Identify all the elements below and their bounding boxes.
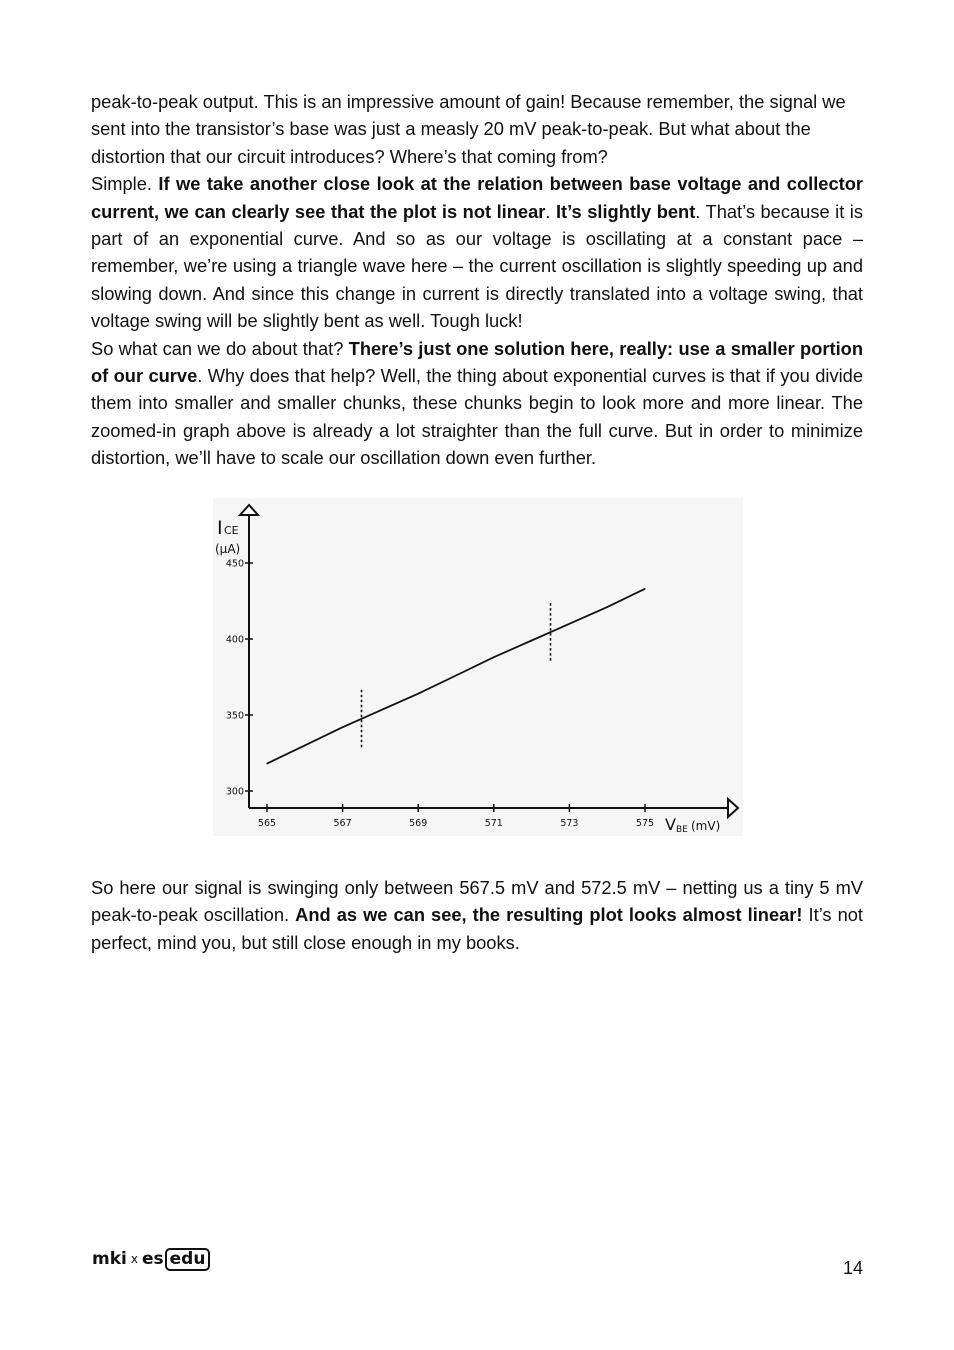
data-point — [569, 623, 570, 624]
page-number: 14 — [842, 1258, 863, 1278]
y-tick-label: 400 — [225, 634, 244, 646]
p4-text: So here our signal is swinging only between 567.5 mV and 572.5 mV – netting us a tiny 5 mV peak-to-peak oscillation. — [91, 877, 863, 926]
p2-text: Simple. — [91, 173, 159, 195]
p3-bold: There’s just one solution here, really: use a smaller portion of our curve — [91, 337, 863, 387]
axis-labels — [215, 517, 720, 835]
data-point — [531, 640, 532, 641]
data-point — [342, 727, 343, 728]
y-axis-label-sub: CE — [224, 524, 239, 537]
data-point — [455, 675, 456, 676]
logo-x: x — [130, 1252, 138, 1266]
logo-es: es — [141, 1249, 164, 1269]
x-tick-label: 567 — [333, 818, 352, 829]
tick-marks — [245, 563, 645, 812]
data-point — [607, 606, 608, 607]
data-point — [304, 745, 305, 746]
paragraph-4 — [91, 874, 863, 956]
x-tick-label: 565 — [257, 818, 277, 829]
axes — [240, 505, 738, 817]
y-tick-label: 450 — [225, 558, 244, 570]
intro-text — [91, 88, 863, 472]
paragraph-2 — [91, 170, 863, 334]
chart-figure — [213, 498, 743, 836]
p2-text-b: . — [545, 200, 556, 222]
ice-vs-vbe-chart — [213, 498, 743, 836]
data-point — [493, 657, 494, 658]
footer-logo — [92, 1246, 210, 1272]
x-tick-label: 571 — [484, 818, 503, 829]
p4-text-b: It’s not perfect, mind you, but still close enough in my books. — [91, 904, 864, 953]
data-line — [267, 589, 645, 764]
data-point — [266, 763, 267, 764]
series — [266, 588, 645, 764]
data-point — [380, 710, 381, 711]
y-tick-label: 300 — [225, 786, 244, 798]
paragraph-1: peak-to-peak output. This is an impressive amount of gain! Because remember, the signal we sent into the transistor’s base was just a measly 20 mV peak-to-peak. But what about the distortion that our circuit introduces? Where’s that coming from? — [91, 91, 846, 167]
logo-edu: edu — [165, 1248, 211, 1271]
p4-bold: And as we can see, the resulting plot looks almost linear! — [295, 904, 803, 926]
y-axis-arrow — [240, 505, 258, 515]
x-tick-label: 569 — [409, 818, 428, 829]
p3-text-b: . Why does that help? Well, the thing about exponential curves is that if you divide them into smaller and smaller chunks, these chunks begin to look more and more linear. The zoomed-in graph above is already a lot straighter than the full curve. But in order to minimize distortion, we’ll have to scale our oscillation down even further. — [91, 365, 863, 469]
logo-mki: mki — [92, 1249, 127, 1269]
p2-text-c: . That’s because it is part of an exponential curve. And so as our voltage is oscillating at a constant pace – remember, we’re using a triangle wave here – the current oscillation is slightly speeding up and slowing down. And since this change in current is directly translated into a voltage swing, that voltage swing will be slightly bent as well. Tough luck! — [91, 200, 863, 332]
p3-text: So what can we do about that? — [91, 337, 349, 359]
x-axis-label-sub: BE — [676, 825, 688, 835]
paragraph-3 — [91, 335, 863, 472]
x-axis-arrow — [728, 799, 738, 817]
x-axis-unit: (mV) — [691, 819, 721, 833]
p2-bold-a: If we take another close look at the relation between base voltage and collector current, we can clearly see that the plot is not linear — [91, 173, 863, 222]
data-point — [644, 588, 645, 589]
y-axis-unit: (μA) — [215, 542, 241, 556]
y-tick-label: 350 — [225, 710, 244, 722]
p2-bold-b: It’s slightly bent — [555, 200, 696, 222]
outro-text — [91, 874, 863, 956]
x-tick-label: 575 — [635, 818, 655, 829]
y-axis-label: I — [217, 517, 223, 539]
x-axis-label: V — [665, 815, 676, 834]
x-tick-label: 573 — [560, 818, 579, 829]
data-point — [418, 693, 419, 694]
